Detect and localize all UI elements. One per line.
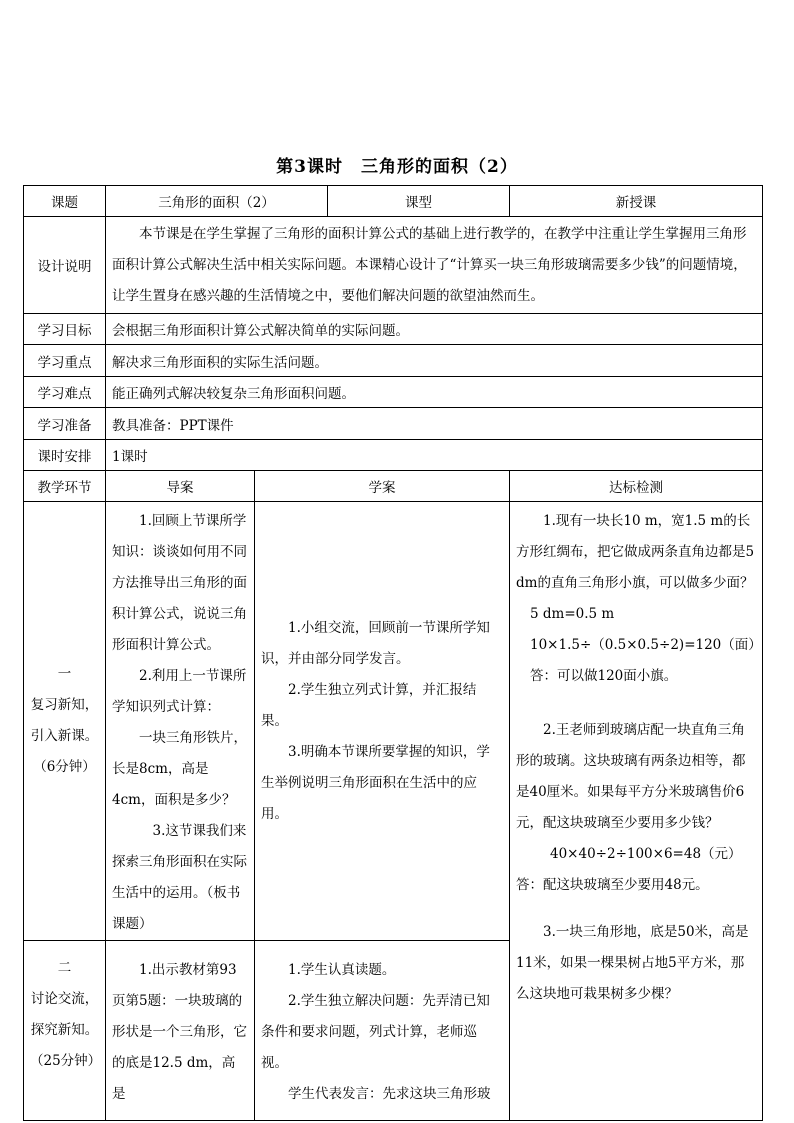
spacer xyxy=(516,901,756,917)
check-cell xyxy=(510,502,763,1121)
design-cell xyxy=(106,217,763,314)
section-1-stage xyxy=(24,502,106,941)
section-2-guide xyxy=(106,941,255,1121)
design-text: 本节课是在学生掌握了三角形的面积计算公式的基础上进行教学的，在教学中注重让学生掌握用三角形面积计算公式解决生活中相关实际问题。本课精心设计了“计算买一块三角形玻璃需要多少钱”的问题情境，让学生置身在感兴趣的生活情境之中，要他们解决问题的欲望油然而生。 xyxy=(112,225,747,304)
guide-item-2: 2.利用上一节课所学知识列式计算： xyxy=(112,668,247,715)
section-1-guide xyxy=(106,502,255,941)
section-2-number: 二 xyxy=(57,960,72,976)
schedule-value: 1课时 xyxy=(106,440,763,471)
check-q1-step-1: 5 dm=0.5 m xyxy=(530,606,615,622)
key-point-value: 解决求三角形面积的实际生活问题。 xyxy=(106,345,763,377)
section-1-title-line-2: 引入新课。 xyxy=(30,728,99,744)
objective-value: 会根据三角形面积计算公式解决简单的实际问题。 xyxy=(106,314,763,345)
type-value: 新授课 xyxy=(510,186,763,217)
study-item-2-3: 学生代表发言：先求这块三角形玻 xyxy=(288,1086,491,1102)
guide-header: 导案 xyxy=(106,471,255,502)
design-row xyxy=(24,217,763,314)
guide-item-3: 3.这节课我们来探索三角形面积在实际生活中的运用。（板书课题） xyxy=(112,823,247,932)
objective-label: 学习目标 xyxy=(24,314,106,345)
check-q1: 1.现有一块长10 m，宽1.5 m的长方形红绸布，把它做成两条直角边都是5 dm的直角三角形小旗，可以做多少面？ xyxy=(516,513,755,591)
difficulty-label: 学习难点 xyxy=(24,377,106,408)
design-label: 设计说明 xyxy=(24,217,106,314)
check-q1-step-2: 10×1.5÷（0.5×0.5÷2)=120（面） xyxy=(530,637,762,653)
check-q2-step: 40×40÷2÷100×6=48（元） xyxy=(550,846,742,862)
section-2-title-line-1: 讨论交流， xyxy=(30,991,99,1007)
section-1-title-line-1: 复习新知， xyxy=(30,697,99,713)
section-1-number: 一 xyxy=(57,666,72,682)
section-2-title-line-2: 探究新知。 xyxy=(30,1022,99,1038)
stage-header: 教学环节 xyxy=(24,471,106,502)
schedule-label: 课时安排 xyxy=(24,440,106,471)
page-title: 第3课时 三角形的面积（2） xyxy=(276,157,518,177)
guide-item-2-1: 1.出示教材第93页第5题：一块玻璃的形状是一个三角形，它的底是12.5 dm，高是 xyxy=(112,962,247,1102)
section-2-stage xyxy=(24,941,106,1121)
check-q2-answer: 答：配这块玻璃至少要用48元。 xyxy=(516,877,709,893)
study-item-2-1: 1.学生认真读题。 xyxy=(288,962,396,978)
info-row xyxy=(24,186,763,217)
preparation-row xyxy=(24,408,763,440)
objective-row xyxy=(24,314,763,345)
check-q2: 2.王老师到玻璃店配一块直角三角形的玻璃。这块玻璃有两条边相等，都是40厘米。如果每平方分米玻璃售价6元，配这块玻璃至少要用多少钱？ xyxy=(516,722,746,831)
section-1-duration: （6分钟） xyxy=(33,759,96,775)
type-label: 课型 xyxy=(328,186,510,217)
difficulty-row xyxy=(24,377,763,408)
section-1-study xyxy=(255,502,510,941)
study-header: 学案 xyxy=(255,471,510,502)
lesson-plan-table xyxy=(23,185,762,1102)
preparation-value: 教具准备：PPT课件 xyxy=(106,408,763,440)
check-header: 达标检测 xyxy=(510,471,763,502)
study-item-2-2: 2.学生独立解决问题：先弄清已知条件和要求问题，列式计算，老师巡视。 xyxy=(261,993,490,1071)
topic-label: 课题 xyxy=(24,186,106,217)
section-2-study xyxy=(255,941,510,1121)
preparation-label: 学习准备 xyxy=(24,408,106,440)
study-item-1: 1.小组交流，回顾前一节课所学知识，并由部分同学发言。 xyxy=(261,619,490,667)
difficulty-value: 能正确列式解决较复杂三角形面积问题。 xyxy=(106,377,763,408)
topic-value: 三角形的面积（2） xyxy=(106,186,328,217)
key-point-label: 学习重点 xyxy=(24,345,106,377)
key-point-row xyxy=(24,345,763,377)
section-1-row xyxy=(24,502,763,941)
check-q3: 3.一块三角形地，底是50米，高是11米，如果一棵果树占地5平方米，那么这块地可栽果树多少棵？ xyxy=(516,924,749,1002)
study-item-2: 2.学生独立列式计算，并汇报结果。 xyxy=(261,681,477,729)
column-header-row xyxy=(24,471,763,502)
spacer xyxy=(516,692,756,715)
section-2-duration: （25分钟） xyxy=(30,1053,102,1069)
study-item-3: 3.明确本节课所要掌握的知识，学生举例说明三角形面积在生活中的应用。 xyxy=(261,743,490,822)
guide-item-1: 1.回顾上节课所学知识：谈谈如何用不同方法推导出三角形的面积计算公式，说说三角形面积计算公式。 xyxy=(112,513,247,653)
schedule-row xyxy=(24,440,763,471)
guide-item-2-problem: 一块三角形铁片，长是8cm，高是4cm，面积是多少？ xyxy=(112,730,247,808)
check-q1-answer: 答：可以做120面小旗。 xyxy=(530,668,678,684)
